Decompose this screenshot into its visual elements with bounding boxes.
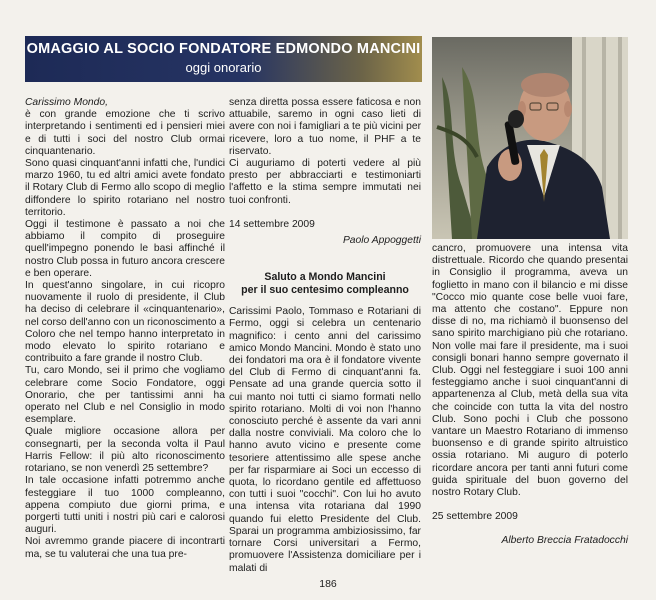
letter-signature: Paolo Appoggetti — [342, 235, 421, 247]
letter-greeting: Carissimo Mondo, — [25, 97, 108, 108]
paragraph: cancro, promuovere una intensa vita distrettuale. Ricordo che quando presentai in Consiglio il programma, aveva un foglietto in mano con il bilancio e mi disse "Cocco mio quante cose belle vuoi fare, ma attento che costano". Eppure non disse di no, ma richiamò il buonsenso del sano spirito marchigiano più che rotariano. Non volle mai fare il presidente, ma i suoi consigli bonari hanno sempre governato il Club. Oggi nel festeggiare i suoi 100 anni festeggiamo anche i suoi cinquant'anni di appartenenza al Club, metà della sua vita che coincide con tutta la vita del nostro Club. Sono pochi i Club che possono vantare un Maestro Rotariano di immenso buonsenso e di grande spirito altruistico ossia rotariano. Mi auguro di poterlo ricordare ancora per tanti anni futuri come guida spirituale del buon governo del nostro Rotary Club. — [432, 243, 628, 499]
article-title: OMAGGIO AL SOCIO FONDATORE EDMONDO MANCINI — [26, 41, 421, 57]
paragraph: senza diretta possa essere faticosa e non attuabile, saremo in ogni caso lieti di avere con noi i famigliari a te più vicini per ricevere, loro a tuo nome, il PHF a te riservato. — [229, 97, 421, 157]
speaker-photo-illustration — [432, 37, 628, 239]
section-heading-line1: Saluto a Mondo Mancini — [264, 271, 386, 284]
column-middle — [229, 97, 421, 575]
paragraph: In tale occasione infatti potremmo anche festeggiare il tuo 1000 compleanno, appena compiuto due giorni prima, e porgerti tutti uniti i nostri più cari e calorosi auguri. — [25, 475, 225, 536]
paragraph: è con grande emozione che ti scrivo interpretando i sentimenti ed i pensieri miei e di tutti i soci del nostro Club ormai cinquantenario. — [25, 109, 225, 157]
page-number: 186 — [319, 578, 337, 590]
portrait-photo — [432, 37, 628, 239]
paragraph: Ci auguriamo di poterti vedere al più presto per abbracciarti e testimoniarti l'affetto e la stima sempre immutati nei tuoi confronti. — [229, 158, 421, 206]
section-heading-line2: per il suo centesimo compleanno — [241, 283, 409, 296]
paragraph: Tu, caro Mondo, sei il primo che vogliamo celebrare come Socio Fondatore, oggi Onorario, che per tantissimi anni ha operato nel Club e nel Consiglio in modo esemplare. — [25, 365, 225, 426]
article-subtitle: oggi onorario — [185, 60, 262, 75]
letter-date: 25 settembre 2009 — [432, 511, 518, 523]
letter-signature: Alberto Breccia Fratadocchi — [501, 535, 628, 547]
article-header — [25, 36, 422, 82]
paragraph: Quale migliore occasione allora per consegnarti, per la seconda volta il Paul Harris Fellow: il più alto riconoscimento rotariano, se non venerdì 25 settembre? — [25, 426, 225, 475]
paragraph: Carissimi Paolo, Tommaso e Rotariani di Fermo, oggi si celebra un centenario magnifico: i cento anni del carissimo amico Mondo Mancini. Mondo è stato uno dei fondatori ma ora è il fondatore vivente del Club di Fermo di cinquant'anni fa. Pensate ad una grande quercia sotto il cui manto noi tutti ci siamo formati nello spirito rotariano. Molti di voi non l'hanno conosciuto perché è assente da vari anni dalla nostre conviviali. Ma coloro che lo hanno avuto vicino e presente come tesoriere attentissimo alle spese anche per far risparmiare ai Soci un eccesso di quota, lo ricordano gentile ed affettuoso con tutti i suoi "cocchi". Con lui ho avuto una intensa vita rotariana dal 1990 quando fui eletto Presidente del Club. Sparai un programma ambiziosissimo, far tornare Corsi universitari a Fermo, promuovere l'Assistenza domiciliare per i malati di — [229, 306, 421, 574]
paragraph: Sono quasi cinquant'anni infatti che, l'undici marzo 1960, tu ed altri amici avete fondato il Rotary Club di Fermo allo scopo di meglio diffondere lo spirito rotariano nel nostro territorio. — [25, 158, 225, 218]
paragraph: In quest'anno singolare, in cui ricopro nuovamente il ruolo di presidente, il Club ha deciso di celebrare il «cinquantenario», nel corso dell'anno con un riconoscimento a Coloro che nel tempo hanno interpretato in modo elevato lo spirito rotariano e contribuito a fare grande il nostro Club. — [25, 280, 226, 365]
paragraph: Noi avremmo grande piacere di incontrarti ma, se tu valuterai che una tua pre- — [25, 536, 225, 560]
column-right — [432, 243, 628, 548]
letter-date: 14 settembre 2009 — [229, 218, 315, 230]
paragraph: Oggi il testimone è passato a noi che abbiamo il compito di proseguire quell'impegno ponendo le basi affinché il nostro Club possa in futuro ancora crescere e ben operare. — [25, 219, 225, 279]
column-left — [25, 97, 225, 561]
